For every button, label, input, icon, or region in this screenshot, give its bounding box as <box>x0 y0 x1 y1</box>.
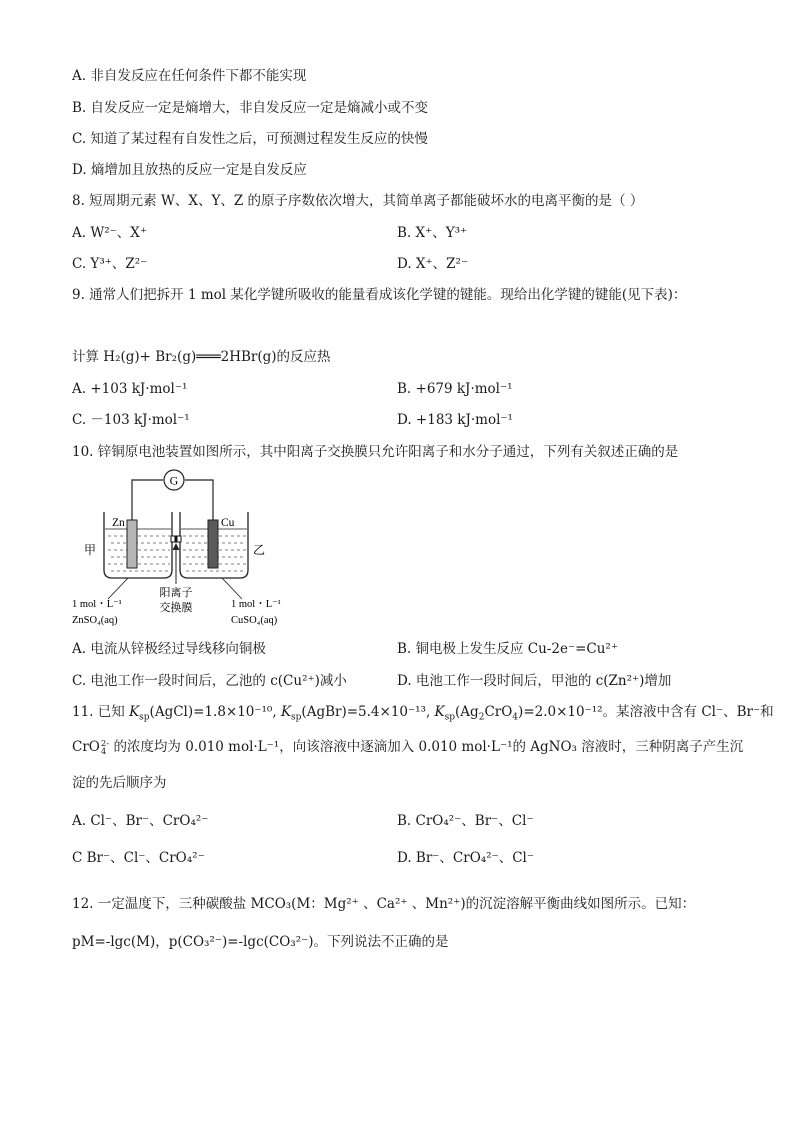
q9-equation: H₂(g)+ Br₂(g)═══2HBr(g) <box>103 349 277 365</box>
q7-option-a: A. 非自发反应在任何条件下都不能实现 <box>72 68 307 84</box>
q8-option-c: C. Y³⁺、Z²⁻ <box>72 256 148 272</box>
right-concentration: 1 mol・L⁻¹ <box>231 599 281 610</box>
q10-option-c: C. 电池工作一段时间后，乙池的 c(Cu²⁺)减小 <box>72 673 347 689</box>
copper-electrode <box>208 520 218 568</box>
q11-option-d: D. Br⁻、CrO₄²⁻、Cl⁻ <box>397 850 534 866</box>
vessel-jia-label: 甲 <box>84 543 97 557</box>
wire-right <box>185 480 213 520</box>
q9-calc-suffix: 的反应热 <box>276 349 331 365</box>
membrane-label-line1: 阳离子 <box>159 587 193 599</box>
q11-line2: CrO 2- 4 的浓度均为 0.010 mol·L⁻¹，向该溶液中逐滴加入 0.010 mol·L⁻¹的 AgNO₃ 溶液时，三种阴离子产生沉 <box>72 738 744 757</box>
q10-option-d: D. 电池工作一段时间后，甲池的 c(Zn²⁺)增加 <box>397 673 672 689</box>
q9-calc-line <box>72 348 331 366</box>
q9-option-c: C. －103 kJ·mol⁻¹ <box>72 412 190 428</box>
zinc-electrode <box>127 520 137 568</box>
q11-option-c: C Br⁻、Cl⁻、CrO₄²⁻ <box>72 850 205 866</box>
galvanic-cell-figure <box>70 466 310 636</box>
q12-line2: pM=-lgc(M)，p(CO₃²⁻)=-lgc(CO₃²⁻)。下列说法不正确的是 <box>72 934 449 950</box>
q8-stem: 8. 短周期元素 W、X、Y、Z 的原子序数依次增大，其简单离子都能破坏水的电离平衡的是（ ） <box>72 193 644 209</box>
left-concentration: 1 mol・L⁻¹ <box>72 599 122 610</box>
q7-option-d: D. 熵增加且放热的反应一定是自发反应 <box>72 162 307 178</box>
galvanometer-label: G <box>169 473 179 488</box>
left-solution: ZnSO₄(aq) <box>72 615 118 626</box>
membrane-label-line2: 交换膜 <box>159 602 193 614</box>
q12-line1: 12. 一定温度下，三种碳酸盐 MCO₃(M：Mg²⁺ 、Ca²⁺ 、Mn²⁺)的沉淀溶解平衡曲线如图所示。已知： <box>72 896 696 912</box>
zn-label: Zn <box>112 517 125 529</box>
q11-option-a: A. Cl⁻、Br⁻、CrO₄²⁻ <box>72 813 209 829</box>
cu-label: Cu <box>221 517 235 529</box>
vessel-yi-label: 乙 <box>253 543 266 557</box>
q8-option-b: B. X⁺、Y³⁺ <box>397 225 468 241</box>
wire-left <box>132 480 163 520</box>
membrane-arrow-icon <box>173 543 180 550</box>
q9-option-b: B. +679 kJ·mol⁻¹ <box>397 381 513 397</box>
q9-calc-prefix: 计算 <box>72 349 104 365</box>
q10-option-a: A. 电流从锌极经过导线移向铜极 <box>72 641 266 657</box>
q9-stem: 9. 通常人们把拆开 1 mol 某化学键所吸收的能量看成该化学键的键能。现给出化学键的键能(见下表)： <box>72 287 687 303</box>
q10-stem: 10. 锌铜原电池装置如图所示，其中阳离子交换膜只允许阳离子和水分子通过，下列有关叙述正确的是 <box>72 444 679 460</box>
q10-option-b: B. 铜电极上发生反应 Cu-2e⁻=Cu²⁺ <box>397 641 618 657</box>
cation-membrane <box>175 536 178 542</box>
q7-option-c: C. 知道了某过程有自发性之后，可预测过程发生反应的快慢 <box>72 131 428 147</box>
q9-option-d: D. +183 kJ·mol⁻¹ <box>397 412 513 428</box>
q8-option-a: A. W²⁻、X⁺ <box>72 225 147 241</box>
q11-line1: 11. 已知 $K_{sp}(AgCl)=1.8\times 10^{-10}$, $K_{sp}(AgBr)=5.4\times 10^{-13}$, $K_{sp}(Ag_2CrO_4)=2.0\times 10^{-12}$。某溶液中含有 Cl⁻、Br⁻和 <box>72 704 774 723</box>
q8-option-d: D. X⁺、Z²⁻ <box>397 256 469 272</box>
q9-option-a: A. +103 kJ·mol⁻¹ <box>72 381 188 397</box>
q7-option-b: B. 自发反应一定是熵增大，非自发反应一定是熵减小或不变 <box>72 100 429 116</box>
q11-option-b: B. CrO₄²⁻、Br⁻、Cl⁻ <box>397 813 534 829</box>
q11-line3: 淀的先后顺序为 <box>72 775 167 791</box>
right-solution: CuSO₄(aq) <box>231 615 278 626</box>
